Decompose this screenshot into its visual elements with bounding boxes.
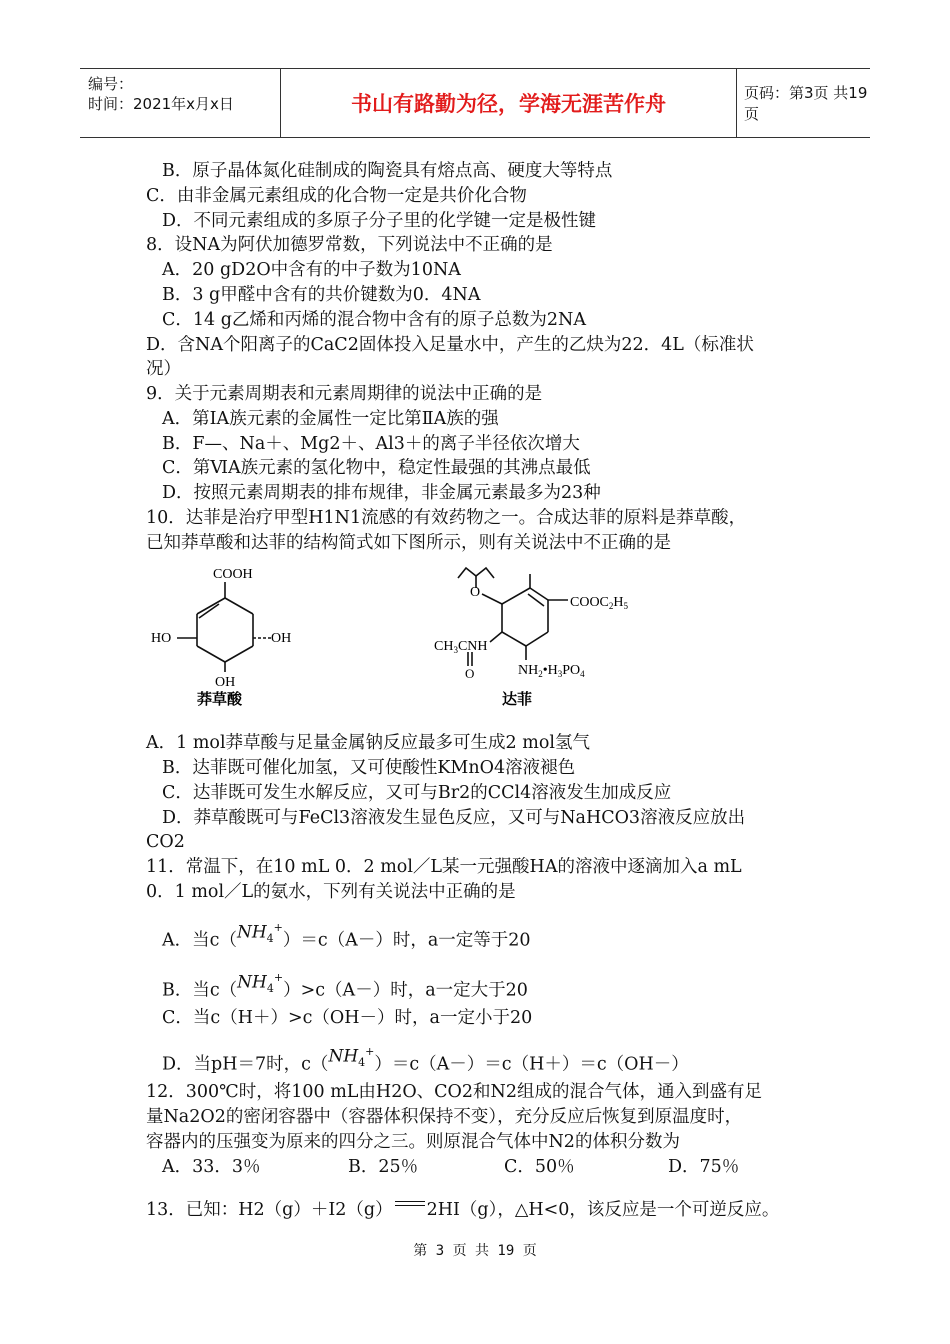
q8-stem: 8．设NA为阿伏加德罗常数，下列说法中不正确的是 xyxy=(146,235,553,255)
q8-option-d-cont: 况） xyxy=(146,359,181,379)
q7-option-d: D．不同元素组成的多原子分子里的化学键一定是极性键 xyxy=(162,211,597,231)
equilibrium-sign xyxy=(393,1198,427,1222)
q11-stem-cont: 0．1 mol／L的氨水，下列有关说法中正确的是 xyxy=(146,882,516,902)
q8-option-a: A．20 gD2O中含有的中子数为10NA xyxy=(162,260,461,280)
q12-stem-cont-2: 容器内的压强变为原来的四分之三。则原混合气体中N2的体积分数为 xyxy=(146,1132,680,1152)
q11-stem: 11．常温下，在10 mL 0．2 mol／L某一元强酸HA的溶液中逐滴加入a mL xyxy=(146,857,742,877)
nh4-ion: $NH_4^+$ xyxy=(328,1045,375,1070)
oseltamivir-ester: $COOC_2H_5$ xyxy=(570,595,629,611)
q7-option-b: B．原子晶体氮化硅制成的陶瓷具有熔点高、硬度大等特点 xyxy=(162,161,613,181)
document-header xyxy=(80,68,870,138)
oseltamivir-amide: $CH_3CNH$ xyxy=(434,639,488,655)
header-motto: 书山有路勤为径，学海无涯苦作舟 xyxy=(280,69,737,137)
shikimic-ho-left: HO xyxy=(151,631,172,646)
q11-option-c: C．当c（H＋）>c（OH－）时，a一定小于20 xyxy=(162,1008,533,1028)
shikimic-cooh: COOH xyxy=(213,567,253,582)
q11-option-d: D．当pH＝7时，$c(NH_4^+)=c(A-)=c(H+)=c(OH-)$ xyxy=(162,1048,689,1083)
q10-option-b: B．达菲既可催化加氢，又可使酸性KMnO4溶液褪色 xyxy=(162,758,576,778)
q12-stem: 12．300℃时，将100 mL由H2O、CO2和N2组成的混合气体，通入到盛有足 xyxy=(146,1082,762,1102)
q9-option-c: C．第ⅥA族元素的氢化物中，稳定性最强的其沸点最低 xyxy=(162,458,591,478)
q12-stem-cont-1: 量Na2O2的密闭容器中（容器体积保持不变），充分反应后恢复到原温度时， xyxy=(146,1107,743,1127)
page-footer: 第 3 页 共 19 页 xyxy=(413,1243,537,1259)
q10-stem-cont: 已知莽草酸和达菲的结构简式如下图所示，则有关说法中不正确的是 xyxy=(146,533,671,553)
oseltamivir-nh2-h3po4: $NH_2•H_3PO_4$ xyxy=(518,663,585,679)
q10-stem: 10．达菲是治疗甲型H1N1流感的有效药物之一。合成达菲的原料是莽草酸， xyxy=(146,508,747,528)
date-label: 时间：2021年x月x日 xyxy=(88,95,234,113)
q11-option-b: B．当$c(NH_4^+)>c(A-)$时，a一定大于20 xyxy=(162,974,528,1009)
q13-stem: 13．已知：H2（g）＋I2（g） 2HI（g），△H<0，该反应是一个可逆反应。 xyxy=(146,1200,780,1220)
q10-option-d: D．莽草酸既可与FeCl3溶液发生显色反应，又可与NaHCO3溶液反应放出 xyxy=(162,808,746,828)
header-info xyxy=(80,69,280,137)
shikimic-name: 莽草酸 xyxy=(197,690,243,708)
q8-option-d: D．含NA个阳离子的CaC2固体投入足量水中，产生的乙炔为22．4L（标准状 xyxy=(146,335,754,355)
q9-option-a: A．第ⅠA族元素的金属性一定比第ⅡA族的强 xyxy=(162,409,499,429)
q12-option-a: A．33．3％ xyxy=(162,1157,261,1177)
oseltamivir-o2: O xyxy=(465,666,475,681)
q12-option-d: D．75％ xyxy=(668,1157,740,1177)
q8-option-c: C．14 g乙烯和丙烯的混合物中含有的原子总数为2NA xyxy=(162,310,587,330)
q9-option-d: D．按照元素周期表的排布规律，非金属元素最多为23种 xyxy=(162,483,601,503)
header-page-label: 页码：第3页 共19页 xyxy=(744,84,868,123)
shikimic-oh-bottom: OH xyxy=(215,675,236,690)
number-label: 编号： xyxy=(88,75,134,93)
shikimic-oh-right: OH xyxy=(271,631,292,646)
q10-option-c: C．达菲既可发生水解反应，又可与Br2的CCl4溶液发生加成反应 xyxy=(162,783,672,803)
nh4-ion: $NH_4^+$ xyxy=(236,921,283,946)
q9-stem: 9．关于元素周期表和元素周期律的说法中正确的是 xyxy=(146,384,543,404)
q10-option-a: A．1 mol莽草酸与足量金属钠反应最多可生成2 mol氢气 xyxy=(146,733,590,753)
q9-option-b: B．F—、Na＋、Mg2＋、Al3＋的离子半径依次增大 xyxy=(162,434,580,454)
q12-option-c: C．50％ xyxy=(504,1157,575,1177)
shikimic-acid-structure xyxy=(145,560,305,710)
nh4-ion: $NH_4^+$ xyxy=(237,971,284,996)
oseltamivir-o: O xyxy=(470,585,481,600)
q8-option-b: B．3 g甲醛中含有的共价键数为0．4NA xyxy=(162,285,481,305)
q10-option-d-cont: CO2 xyxy=(146,832,185,852)
q11-option-a: A．当$c(NH_4^+)=c(A-)$时，a一定等于20 xyxy=(162,924,531,959)
q12-option-b: B．25％ xyxy=(348,1157,419,1177)
shikimic-ring xyxy=(177,582,271,672)
oseltamivir-name: 达菲 xyxy=(502,690,533,708)
q7-option-c: C．由非金属元素组成的化合物一定是共价化合物 xyxy=(146,186,527,206)
oseltamivir-structure xyxy=(430,560,650,710)
